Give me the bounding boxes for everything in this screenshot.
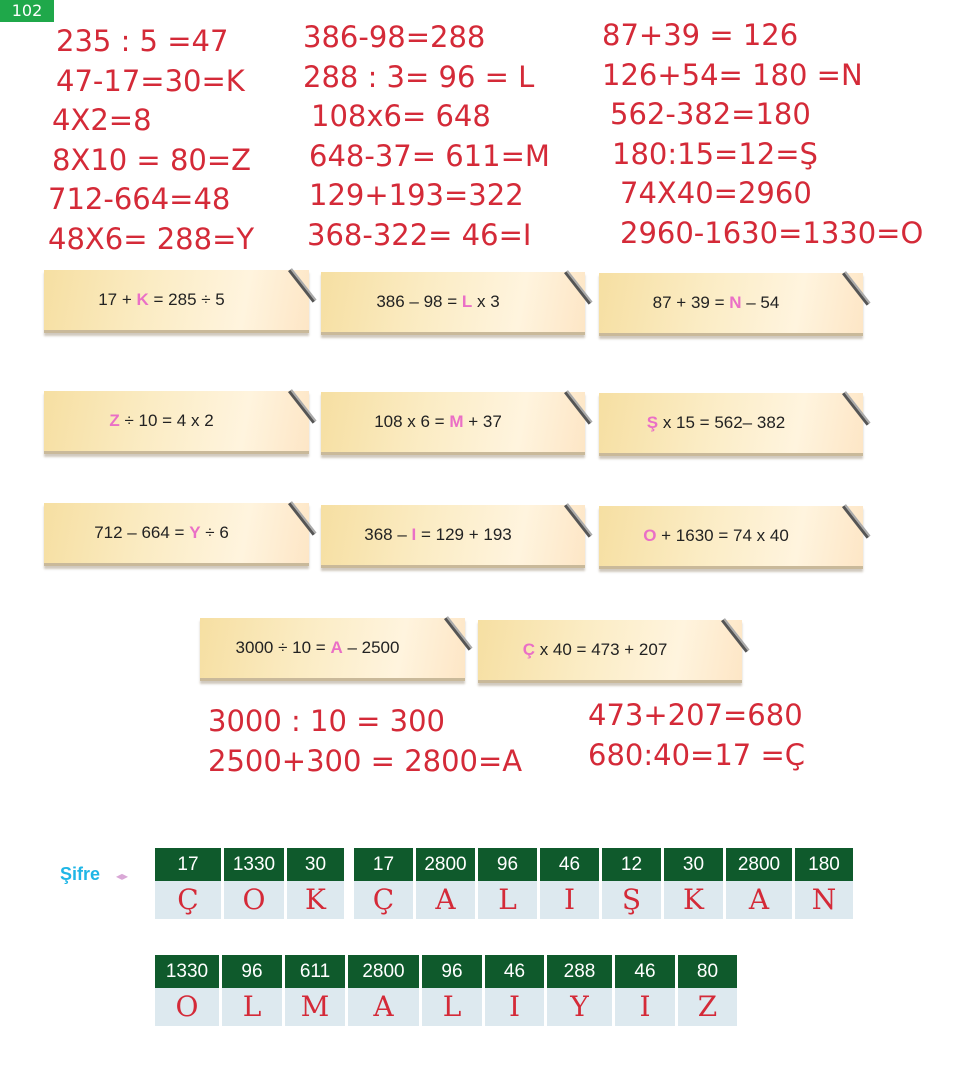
pencil-icon [288, 502, 315, 535]
code-number: 12 [602, 848, 661, 881]
equation-card [321, 272, 585, 335]
handwriting-line: 180:15=12=Ş [612, 136, 818, 171]
equation-card [599, 506, 863, 569]
pencil-icon [564, 391, 591, 424]
code-letter: O [224, 881, 284, 919]
code-number: 17 [354, 848, 413, 881]
code-cell [664, 848, 723, 919]
code-number: 96 [422, 955, 482, 988]
equation-text: 712 – 664 = Y ÷ 6 [94, 523, 229, 542]
code-cell [416, 848, 475, 919]
sifre-label: Şifre [60, 864, 101, 884]
handwriting-column-2 [303, 18, 550, 255]
code-number: 2800 [348, 955, 419, 988]
handwriting-line: 129+193=322 [309, 178, 524, 212]
code-letter: Ş [602, 881, 661, 919]
pencil-icon [842, 505, 869, 538]
code-number: 30 [664, 848, 723, 881]
code-cell [222, 955, 282, 1026]
pencil-icon [721, 619, 748, 652]
code-cell [287, 848, 344, 919]
equation-text: Z ÷ 10 = 4 x 2 [109, 411, 214, 430]
handwriting-line: 288 : 3= 96 = L [303, 59, 535, 94]
code-cell [547, 955, 612, 1026]
code-letter: M [285, 988, 345, 1026]
code-number: 96 [478, 848, 537, 881]
code-letter: I [485, 988, 544, 1026]
unknown-variable: Ş [646, 413, 659, 432]
code-cell [615, 955, 675, 1026]
handwriting-line: 4X2=8 [52, 103, 152, 137]
code-number: 1330 [155, 955, 219, 988]
code-number: 46 [615, 955, 675, 988]
handwriting-line: 108x6= 648 [311, 99, 491, 133]
equation-card [478, 620, 742, 683]
code-row-2 [155, 955, 737, 1026]
pencil-icon [842, 272, 869, 305]
code-letter: A [416, 881, 475, 919]
code-number: 96 [222, 955, 282, 988]
code-letter: O [155, 988, 219, 1026]
code-number: 46 [540, 848, 599, 881]
page-number: 102 [0, 0, 54, 22]
equation-card [44, 391, 309, 454]
code-cell [795, 848, 853, 919]
handwriting-line: 8X10 = 80=Z [52, 142, 252, 177]
unknown-variable: M [449, 412, 464, 431]
pencil-icon [564, 504, 591, 537]
unknown-variable: O [643, 526, 657, 545]
code-number: 30 [287, 848, 344, 881]
code-letter: K [287, 881, 344, 919]
handwriting-line: 3000 : 10 = 300 [208, 704, 445, 738]
handwriting-line: 2960-1630=1330=O [620, 215, 924, 250]
code-cell [348, 955, 419, 1026]
code-number: 2800 [416, 848, 475, 881]
code-number: 288 [547, 955, 612, 988]
code-cell [478, 848, 537, 919]
code-letter: A [348, 988, 419, 1026]
equation-text: 108 x 6 = M + 37 [374, 412, 502, 431]
equation-text: Ç x 40 = 473 + 207 [522, 640, 668, 659]
code-number: 1330 [224, 848, 284, 881]
code-cell [155, 955, 219, 1026]
handwriting-line: 235 : 5 =47 [56, 24, 229, 58]
code-cell [602, 848, 661, 919]
code-cell [678, 955, 737, 1026]
handwriting-line: 126+54= 180 =N [602, 57, 863, 92]
handwriting-column-3 [602, 16, 923, 253]
code-cell [422, 955, 482, 1026]
code-cell [540, 848, 599, 919]
code-number: 611 [285, 955, 345, 988]
unknown-variable: L [461, 292, 473, 311]
handwriting-line: 2500+300 = 2800=A [208, 743, 523, 778]
code-letter: Z [678, 988, 737, 1026]
code-number: 46 [485, 955, 544, 988]
pencil-icon [564, 271, 591, 304]
handwriting-bottom-left [208, 702, 522, 781]
handwriting-bottom-right [588, 696, 805, 775]
code-cell [726, 848, 792, 919]
code-letter: A [726, 881, 792, 919]
unknown-variable: Y [189, 523, 201, 542]
handwriting-line: 74X40=2960 [620, 176, 812, 210]
handwriting-line: 48X6= 288=Y [48, 221, 255, 256]
equation-card [599, 273, 863, 336]
unknown-variable: I [411, 525, 417, 544]
code-letter: L [222, 988, 282, 1026]
code-number: 180 [795, 848, 853, 881]
code-cell [285, 955, 345, 1026]
handwriting-line: 473+207=680 [588, 698, 803, 732]
code-cell [485, 955, 544, 1026]
handwriting-line: 562-382=180 [610, 97, 811, 131]
code-letter: I [540, 881, 599, 919]
handwriting-line: 47-17=30=K [56, 63, 245, 98]
code-letter: Y [547, 988, 612, 1026]
equation-text: 3000 ÷ 10 = A – 2500 [235, 638, 400, 657]
arrow-icon: ◂▸ [116, 869, 129, 883]
handwriting-line: 680:40=17 =Ç [588, 737, 805, 772]
code-letter: K [664, 881, 723, 919]
code-letter: L [422, 988, 482, 1026]
handwriting-line: 712-664=48 [48, 182, 231, 216]
equation-card [44, 503, 309, 566]
handwriting-line: 386-98=288 [303, 20, 486, 54]
code-letter: Ç [155, 881, 221, 919]
code-cell [155, 848, 221, 919]
equation-text: 17 + K = 285 ÷ 5 [98, 290, 225, 309]
code-row-1 [155, 848, 853, 919]
pencil-icon [288, 390, 315, 423]
equation-card [321, 392, 585, 455]
pencil-icon [444, 617, 471, 650]
equation-text: O + 1630 = 74 x 40 [643, 526, 789, 545]
code-letter: I [615, 988, 675, 1026]
word-gap [347, 848, 354, 919]
handwriting-line: 648-37= 611=M [309, 138, 550, 173]
handwriting-line: 87+39 = 126 [602, 18, 799, 52]
code-letter: N [795, 881, 853, 919]
code-cell [224, 848, 284, 919]
unknown-variable: Ç [522, 640, 535, 659]
code-number: 80 [678, 955, 737, 988]
code-letter: L [478, 881, 537, 919]
equation-text: 368 – I = 129 + 193 [364, 525, 512, 544]
unknown-variable: A [330, 638, 343, 657]
pencil-icon [288, 269, 315, 302]
unknown-variable: K [136, 290, 149, 309]
unknown-variable: Z [109, 411, 120, 430]
code-letter: Ç [354, 881, 413, 919]
equation-card [200, 618, 465, 681]
equation-text: 87 + 39 = N – 54 [652, 293, 780, 312]
equation-card [321, 505, 585, 568]
equation-text: Ş x 15 = 562– 382 [646, 413, 786, 432]
equation-card [44, 270, 309, 333]
code-cell [354, 848, 413, 919]
equation-text: 386 – 98 = L x 3 [376, 292, 500, 311]
handwriting-line: 368-322= 46=I [307, 217, 532, 252]
unknown-variable: N [729, 293, 742, 312]
code-number: 17 [155, 848, 221, 881]
handwriting-column-1 [48, 22, 255, 259]
equation-card [599, 393, 863, 456]
code-number: 2800 [726, 848, 792, 881]
pencil-icon [842, 392, 869, 425]
